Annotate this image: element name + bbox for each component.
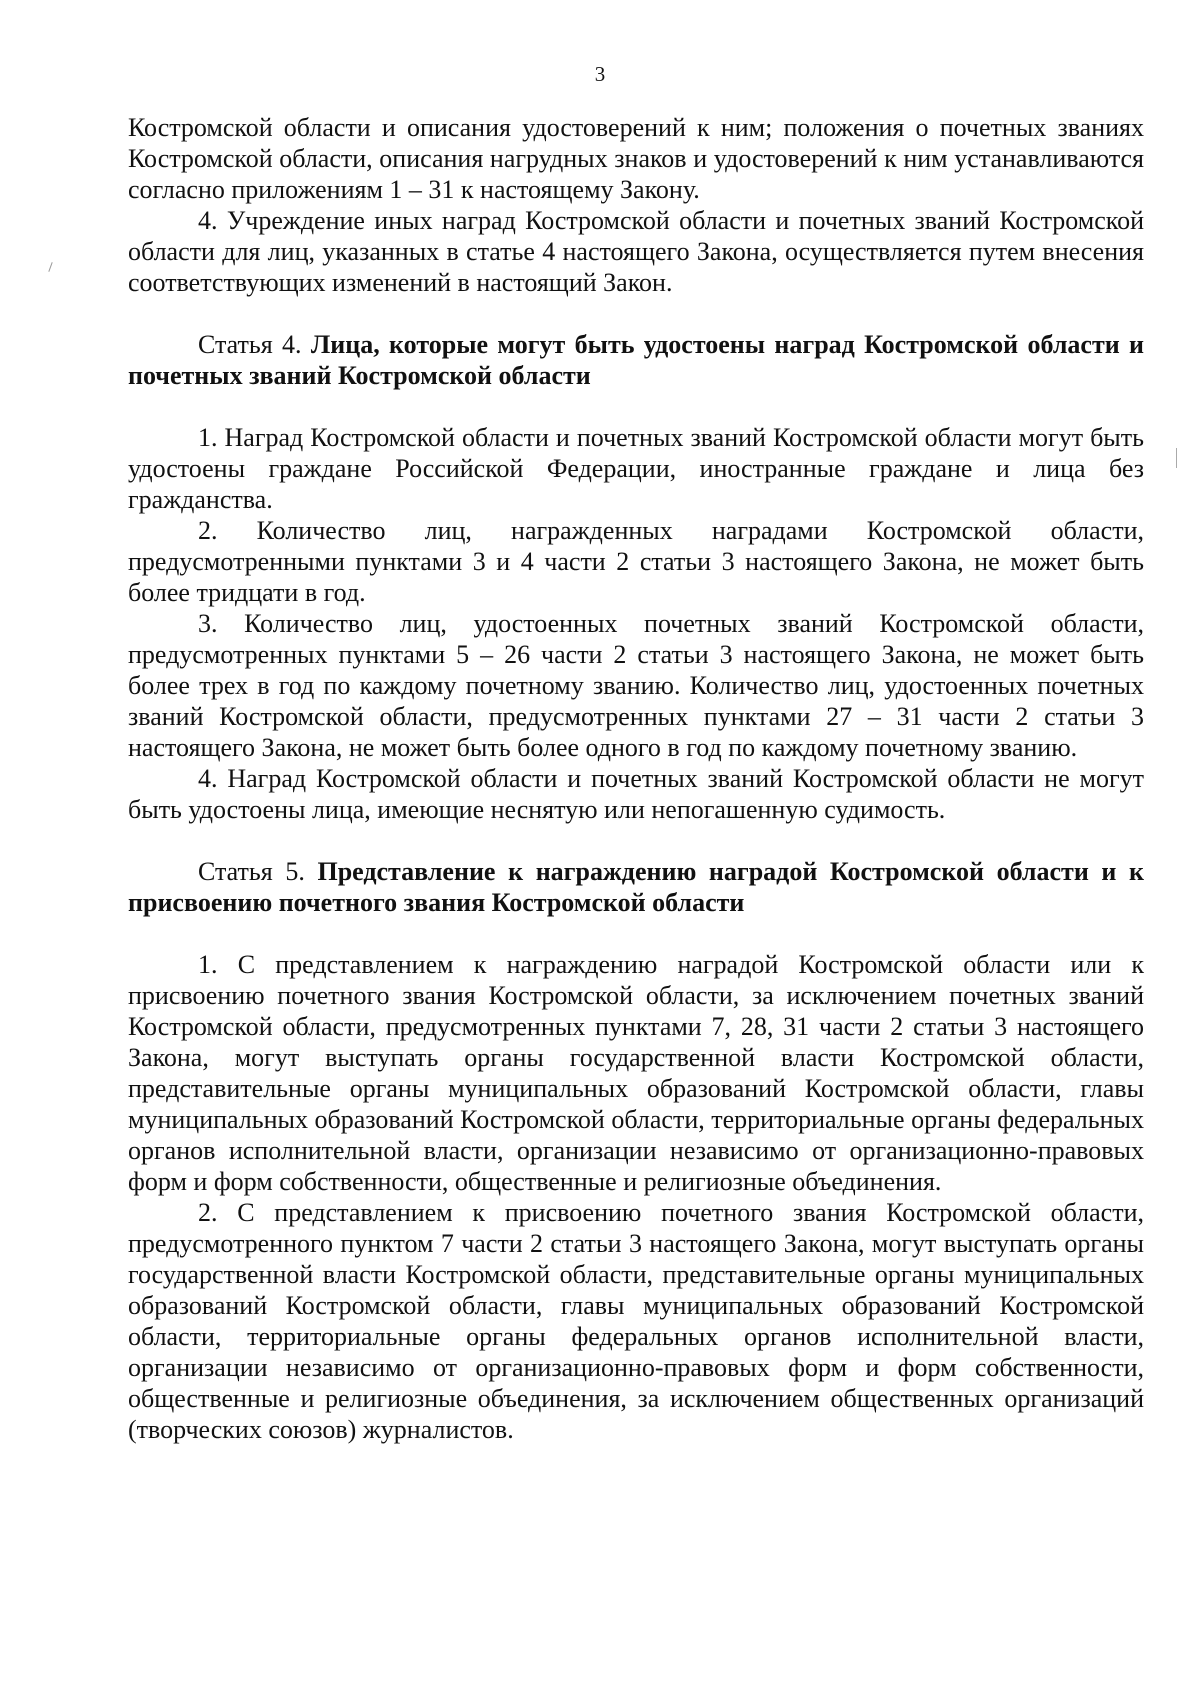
- article-4-paragraph-2: 2. Количество лиц, награжденных наградами Костромской области, предусмотренными пунктами 3 и 4 части 2 статьи 3 настоящего Закона, не может быть более тридцати в год.: [128, 516, 1144, 607]
- article-5-prefix: Статья 5.: [198, 857, 305, 886]
- article-4-title: Лица, которые могут быть удостоены наград Костромской области и почетных званий Костромской области: [128, 330, 1144, 390]
- article-5-heading: [128, 856, 1144, 918]
- spacer: [128, 918, 1144, 949]
- intro-paragraph-2: 4. Учреждение иных наград Костромской области и почетных званий Костромской области для лиц, указанных в статье 4 настоящего Закона, осуществляется путем внесения соответствующих изменений в настоящий Закон.: [128, 206, 1144, 297]
- article-4-heading: [128, 329, 1144, 391]
- article-4-prefix: Статья 4.: [198, 330, 302, 359]
- intro-paragraph-1: Костромской области и описания удостоверений к ним; положения о почетных званиях Костромской области, описания нагрудных знаков и удостоверений к ним устанавливаются согласно приложениям 1 – 31 к настоящему Закону.: [128, 113, 1144, 204]
- article-5-paragraph-2: 2. С представлением к присвоению почетного звания Костромской области, предусмотренного пунктом 7 части 2 статьи 3 настоящего Закона, могут выступать органы государственной власти Костромской области, представительные органы муниципальных образований Костромской области, главы муниципальных образований Костромской области, территориальные органы федеральных органов исполнительной власти, организации независимо от организационно-правовых форм и форм собственности, общественные и религиозные объединения, за исключением общественных организаций (творческих союзов) журналистов.: [128, 1198, 1144, 1444]
- spacer: [128, 391, 1144, 422]
- article-4-paragraph-1: 1. Наград Костромской области и почетных званий Костромской области могут быть удостоены граждане Российской Федерации, иностранные граждане и лица без гражданства.: [128, 423, 1144, 514]
- article-5-title: Представление к награждению наградой Костромской области и к присвоению почетного звания Костромской области: [128, 857, 1145, 917]
- article-4-paragraph-3: 3. Количество лиц, удостоенных почетных званий Костромской области, предусмотренных пунктами 5 – 26 части 2 статьи 3 настоящего Закона, не может быть более трех в год по каждому почетному званию. Количество лиц, удостоенных почетных званий Костромской области, предусмотренных пунктами 27 – 31 части 2 статьи 3 настоящего Закона, не может быть более одного в год по каждому почетному званию.: [128, 609, 1144, 762]
- article-4-paragraph-4: 4. Наград Костромской области и почетных званий Костромской области не могут быть удостоены лица, имеющие неснятую или непогашенную судимость.: [128, 764, 1144, 824]
- scan-artifact: [48, 262, 52, 272]
- article-5-paragraph-1: 1. С представлением к награждению наградой Костромской области или к присвоению почетного звания Костромской области, за исключением почетных званий Костромской области, предусмотренных пунктами 7, 28, 31 части 2 статьи 3 настоящего Закона, могут выступать органы государственной власти Костромской области, представительные органы муниципальных образований Костромской области, главы муниципальных образований Костромской области, территориальные органы федеральных органов исполнительной власти, организации независимо от организационно-правовых форм и форм собственности, общественные и религиозные объединения.: [128, 950, 1144, 1196]
- spacer: [128, 298, 1144, 329]
- document-body: [128, 112, 1144, 1445]
- spacer: [128, 825, 1144, 856]
- scan-artifact: [1176, 448, 1177, 468]
- page-number: 3: [594, 62, 606, 86]
